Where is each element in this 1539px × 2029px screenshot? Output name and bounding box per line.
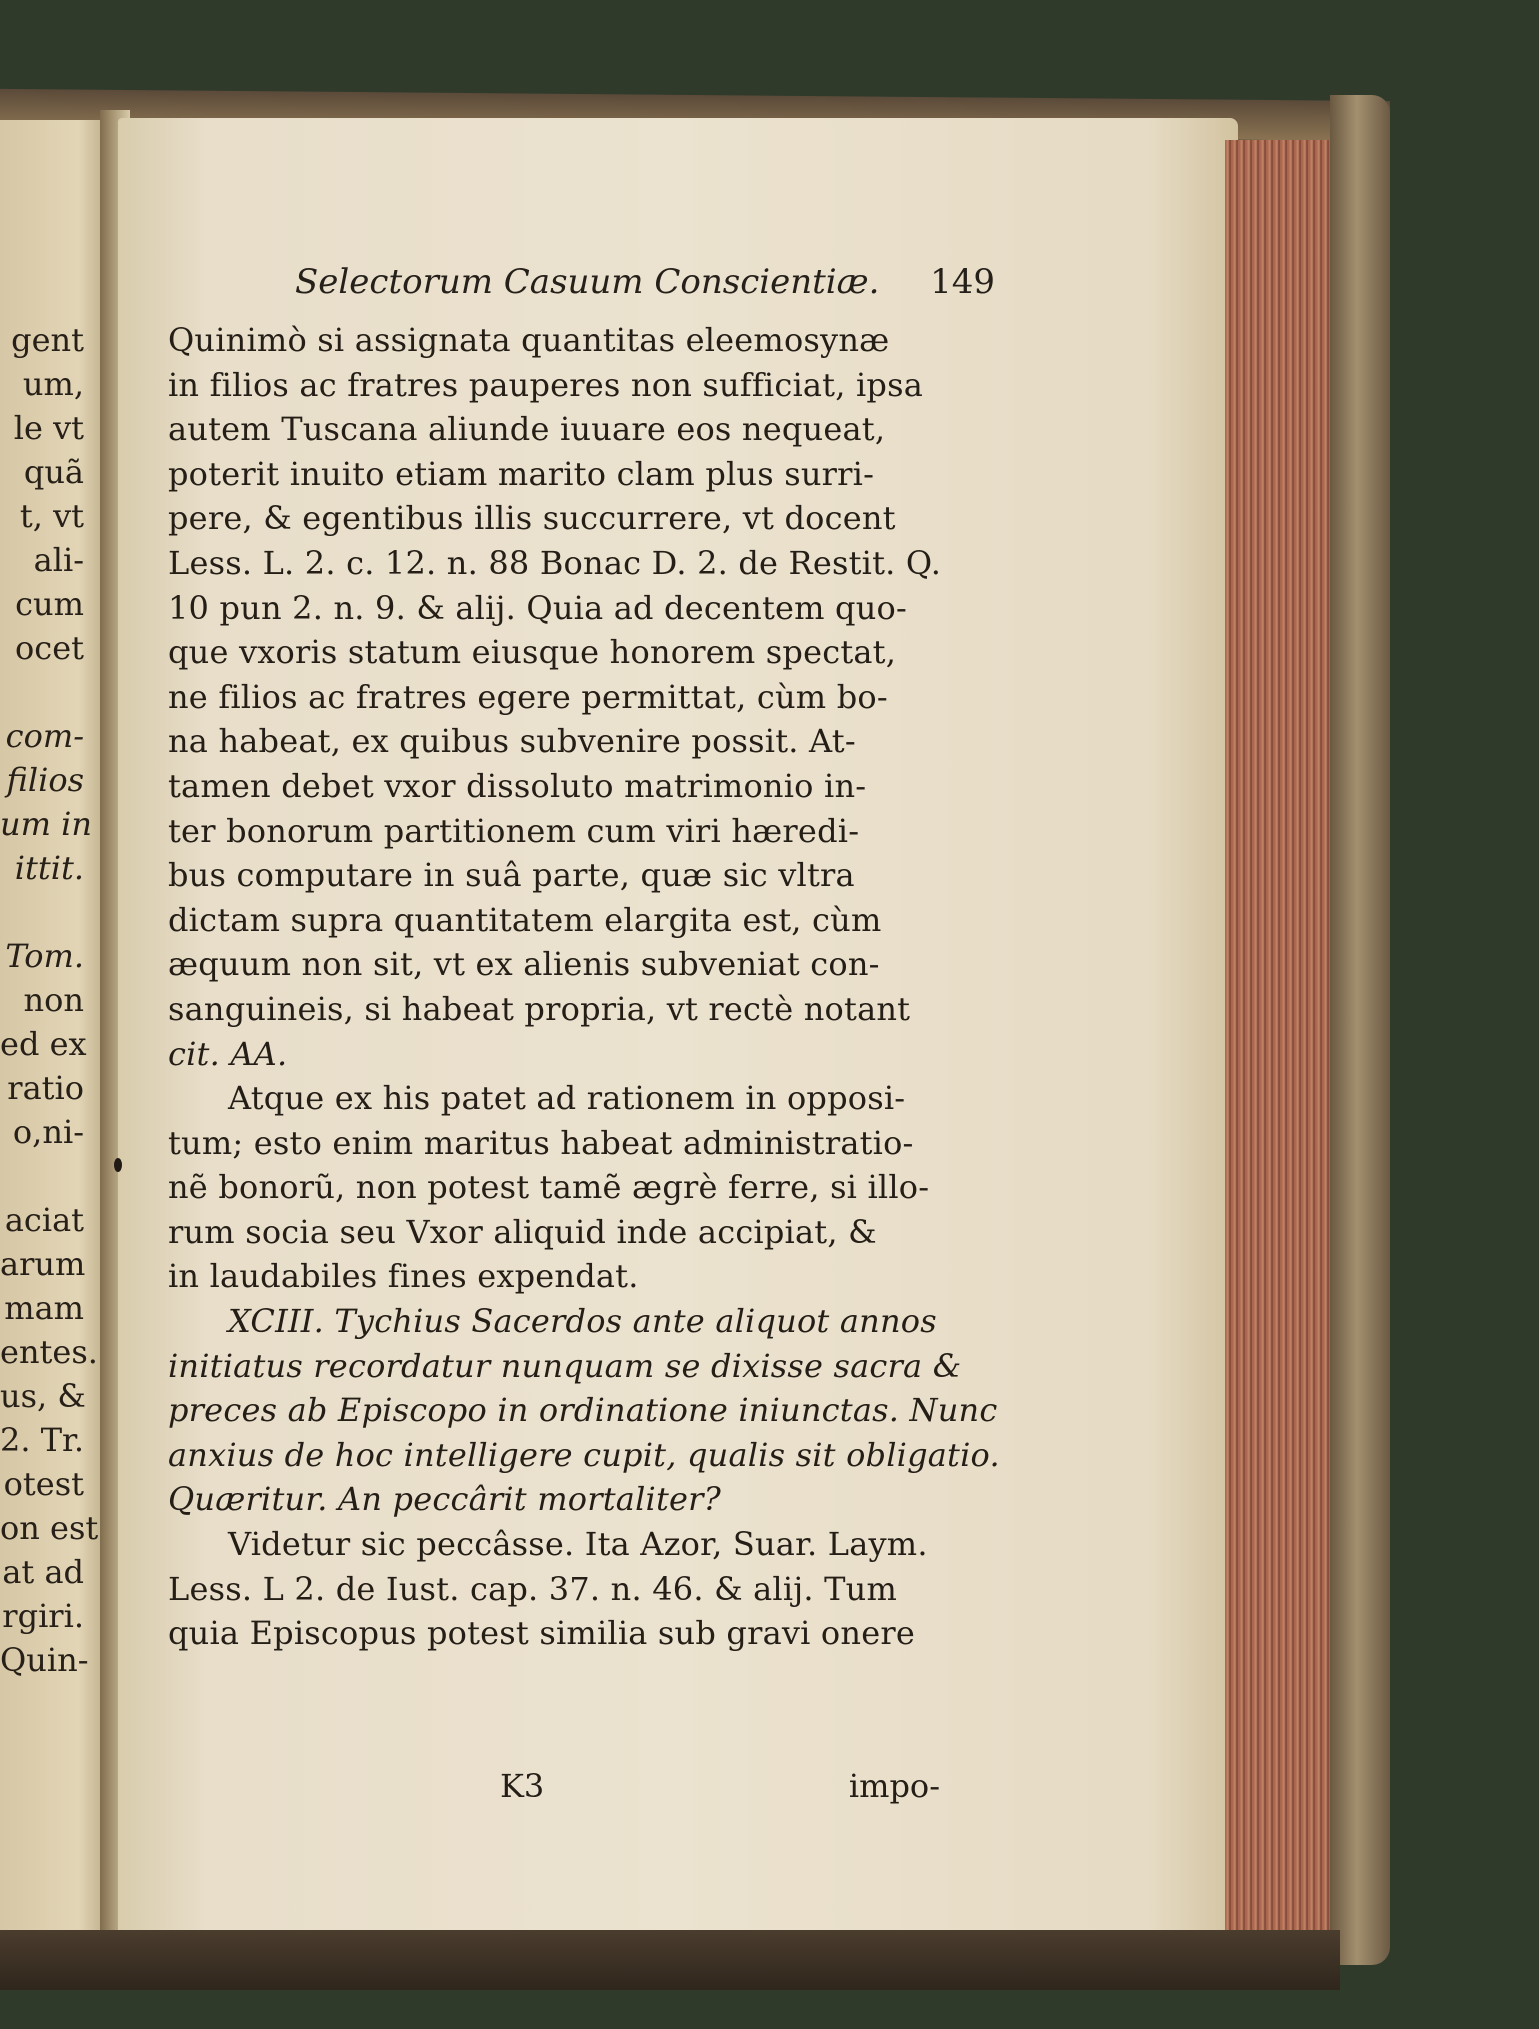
left-page-line: ittit. <box>14 849 84 887</box>
text-line: ne filios ac fratres egere permittat, cùm bo- <box>168 677 888 716</box>
text-line: XCIII. Tychius Sacerdos ante aliquot annos <box>228 1302 937 1341</box>
text-line: tum; esto enim maritus habeat administratio- <box>168 1123 914 1162</box>
text-line: ter bonorum partitionem cum viri hæredi- <box>168 811 860 850</box>
left-page-line: otest <box>3 1465 84 1503</box>
left-page-line: le vt <box>13 409 84 447</box>
left-page-line: gent <box>11 321 84 359</box>
text-line: Atque ex his patet ad rationem in opposi- <box>228 1079 906 1118</box>
text-line: rum socia seu Vxor aliquid inde accipiat, & <box>168 1212 877 1251</box>
left-page-line: com- <box>5 717 84 755</box>
text-line: tamen debet vxor dissoluto matrimonio in- <box>168 766 867 805</box>
text-line: 10 pun 2. n. 9. & alij. Quia ad decentem quo- <box>168 588 908 627</box>
text-line: anxius de hoc intelligere cupit, qualis sit obligatio. <box>168 1435 1000 1474</box>
text-line: poterit inuito etiam marito clam plus surri- <box>168 454 875 493</box>
text-line: nẽ bonorũ, non potest tamẽ ægrè ferre, si illo- <box>168 1168 930 1207</box>
text-line: sanguineis, si habeat propria, vt rectè notant <box>168 989 911 1028</box>
text-line: æquum non sit, vt ex alienis subveniat con- <box>168 945 880 984</box>
left-page-line: 2. Tr. <box>0 1421 84 1459</box>
left-page-line: um, <box>22 365 84 403</box>
text-line: Less. L. 2. c. 12. n. 88 Bonac D. 2. de Restit. Q. <box>168 543 942 582</box>
text-line: que vxoris statum eiusque honorem spectat, <box>168 633 897 672</box>
text-line: Less. L 2. de Iust. cap. 37. n. 46. & alij. Tum <box>168 1569 898 1608</box>
text-line: autem Tuscana aliunde iuuare eos nequeat, <box>168 410 886 449</box>
left-page-text <box>0 318 108 1682</box>
text-line: dictam supra quantitatem elargita est, cùm <box>168 900 882 939</box>
left-page-line: um in <box>0 805 92 843</box>
running-title: Selectorum Casuum Conscientiæ. <box>295 262 880 302</box>
signature-mark: K3 <box>500 1767 545 1805</box>
left-page-line: t, vt <box>19 497 84 535</box>
book-spine <box>1330 95 1390 1965</box>
text-line: Videtur sic peccâsse. Ita Azor, Suar. Laym. <box>228 1525 928 1564</box>
book-bottom-edge <box>0 1930 1340 1990</box>
text-line: initiatus recordatur nunquam se dixisse sacra & <box>168 1346 962 1385</box>
text-line: bus computare in suâ parte, quæ sic vltra <box>168 856 855 895</box>
text-line: preces ab Episcopo in ordinatione iniunctas. Nunc <box>168 1391 998 1430</box>
left-page-line: Quin- <box>0 1641 89 1679</box>
left-page-line: ali- <box>33 541 84 579</box>
left-page-line: o,ni- <box>12 1113 84 1151</box>
text-line: in laudabiles fines expendat. <box>168 1257 639 1296</box>
page-body <box>168 318 1000 1656</box>
page-footer <box>500 1767 940 1813</box>
left-page-line: cum <box>15 585 84 623</box>
text-line: quia Episcopus potest similia sub gravi onere <box>168 1614 915 1653</box>
running-header <box>295 262 995 312</box>
left-page-line: aciat <box>4 1201 84 1239</box>
left-page-line <box>0 670 108 714</box>
left-page-line: filios <box>6 761 84 799</box>
left-page-line: ocet <box>15 629 84 667</box>
left-page-line: arum <box>0 1245 86 1283</box>
text-line: Quinimò si assignata quantitas eleemosynæ <box>168 321 890 359</box>
page-edges <box>1225 140 1335 1930</box>
left-page-line: at ad <box>2 1553 84 1591</box>
left-page-line: ed ex <box>0 1025 87 1063</box>
text-line: cit. AA. <box>168 1034 288 1073</box>
left-page-line: Tom. <box>5 937 84 975</box>
left-page-line: on est <box>0 1509 99 1547</box>
left-page-line: quã <box>23 453 84 491</box>
left-page-line: mam <box>4 1289 84 1327</box>
left-page-line: ratio <box>7 1069 84 1107</box>
left-page-line <box>0 1154 108 1198</box>
text-line: na habeat, ex quibus subvenire possit. At- <box>168 722 856 761</box>
text-line: pere, & egentibus illis succurrere, vt docent <box>168 499 896 538</box>
left-page-line: non <box>23 981 84 1019</box>
page-number: 149 <box>930 262 995 302</box>
left-page-line: rgiri. <box>2 1597 84 1635</box>
text-line: Quæritur. An peccârit mortaliter? <box>168 1480 722 1519</box>
left-page-line <box>0 890 108 934</box>
text-line: in filios ac fratres pauperes non sufficiat, ipsa <box>168 365 923 404</box>
ink-mark <box>114 1158 122 1172</box>
catchword: impo- <box>848 1767 940 1805</box>
left-page-line: us, & <box>0 1377 86 1415</box>
left-page-line: entes. <box>0 1333 98 1371</box>
